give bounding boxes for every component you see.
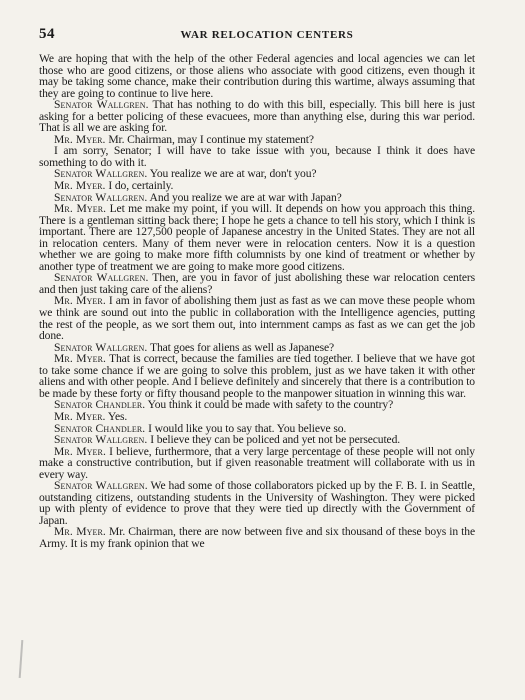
paragraph	[39, 272, 475, 295]
speaker-name: Senator Chandler.	[54, 421, 146, 435]
paragraph-text: I do, certainly.	[105, 179, 174, 193]
paragraph-text: Mr. Chairman, there are now between five and six thousand of these boys in the Army. It is my frank opinion that we	[39, 525, 475, 550]
paragraph-text: We had some of those collaborators picked up by the F. B. I. in Seattle, outstanding citizens, outstanding students in the University of Washington. They were picked up with plenty of evidence to prove that they were tied up directly with the Government of Japan.	[39, 479, 475, 527]
speaker-name: Senator Wallgren.	[54, 340, 148, 354]
running-head: WAR RELOCATION CENTERS	[180, 29, 354, 41]
paragraph-text: Mr. Chairman, may I continue my statement?	[105, 132, 314, 146]
paragraph-text: You realize we are at war, don't you?	[147, 167, 317, 181]
speaker-name: Senator Wallgren.	[54, 479, 148, 493]
speaker-name: Senator Wallgren.	[54, 167, 148, 181]
paragraph-text: I would like you to say that. You believe so.	[145, 421, 347, 435]
speaker-name: Mr. Myer.	[54, 525, 106, 539]
paragraph	[39, 203, 475, 272]
paragraph-text: You think it could be made with safety to the country?	[145, 398, 394, 412]
transcript-body	[39, 53, 475, 550]
paragraph	[39, 99, 475, 134]
speaker-name: Senator Wallgren.	[54, 433, 148, 447]
page-header	[39, 26, 475, 48]
page-number: 54	[39, 26, 55, 42]
paragraph-text: Let me make my point, if you will. It depends on how you approach this thing. There is a gentleman sitting back there; I hope he gets a chance to tell his story, which I think is important. There are 127,500 people of Japanese ancestry in the United States. They are not all in relocation centers. Many of them never were in relocation centers. Now it is a question whether we are going to make more fifth columnists by one kind of treatment or whether by another type of treatment we are going to make more good citizens.	[39, 202, 475, 273]
paragraph-text: That goes for aliens as well as Japanese?	[147, 340, 335, 354]
paragraph	[39, 295, 475, 341]
speaker-name: Mr. Myer.	[54, 179, 106, 193]
paragraph-text: That is correct, because the families are tied together. I believe that we have got to take some chance if we are going to solve this problem, just as we have taken it with other aliens and with other people. And I believe definitely and sincerely that there is a contribution to be made by these forty or fifty thousand people to the manpower situation in winning this war.	[39, 352, 475, 400]
speaker-name: Mr. Myer.	[54, 132, 106, 146]
speaker-name: Mr. Myer.	[54, 444, 106, 458]
paragraph-text: That has nothing to do with this bill, especially. This bill here is just asking for a better policing of these evacuees, more than anything else, during this war period. That is all we are asking for.	[39, 98, 475, 135]
speaker-name: Mr. Myer.	[54, 202, 107, 216]
speaker-name: Senator Wallgren.	[54, 98, 149, 112]
paragraph-text: And you realize we are at war with Japan?	[147, 190, 342, 204]
paragraph	[39, 526, 475, 549]
speaker-name: Senator Chandler.	[54, 398, 146, 412]
paragraph	[39, 53, 475, 99]
paragraph	[39, 145, 475, 168]
paragraph-text: I am in favor of abolishing them just as fast as we can move these people whom we think are sound out into the public in collaboration with the Intelligence agencies, putting the rest of the people, as we sort them out, into internment camps as fast as we can get the job done.	[39, 294, 475, 343]
speaker-name: Mr. Myer.	[54, 352, 107, 366]
speaker-name: Mr. Myer.	[54, 409, 106, 423]
paragraph	[39, 446, 475, 481]
paragraph	[39, 353, 475, 399]
paragraph-text: We are hoping that with the help of the other Federal agencies and local agencies we can let those who are good citizens, or those aliens who associate with good citizens, even though it may be taking some chance, make their contribution during this wartime, always assuming that they are going to continue to live here.	[39, 52, 475, 100]
speaker-name: Mr. Myer.	[54, 294, 106, 308]
speaker-name: Senator Wallgren.	[54, 190, 148, 204]
paragraph-text: I believe they can be policed and yet not be persecuted.	[147, 433, 401, 447]
speaker-name: Senator Wallgren.	[54, 271, 149, 285]
paragraph-text: I am sorry, Senator; I will have to take issue with you, because I think it does have something to do with it.	[39, 144, 475, 169]
paragraph	[39, 480, 475, 526]
paragraph-text: Then, are you in favor of just abolishing these war relocation centers and then just taking care of the aliens?	[39, 271, 475, 296]
paragraph-text: I believe, furthermore, that a very large percentage of these people will not only make a constructive contribution, but if given reasonable treatment will collaborate with us in every way.	[39, 444, 475, 481]
paragraph-text: Yes.	[105, 409, 128, 423]
